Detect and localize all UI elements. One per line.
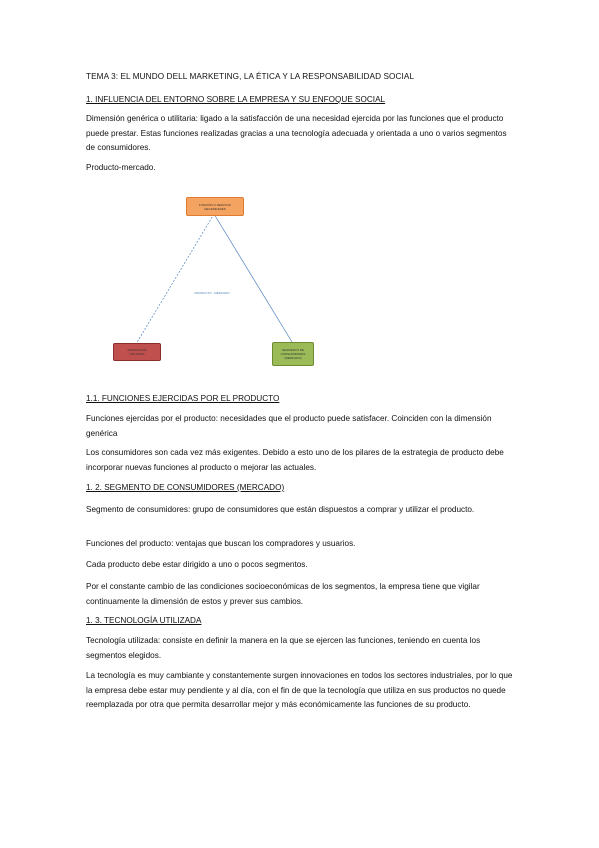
section-1-1-heading: 1.1. FUNCIONES EJERCIDAS POR EL PRODUCTO <box>86 394 280 403</box>
section-1-2-paragraph-1: Segmento de consumidores: grupo de consumidores que están dispuestos a comprar y utilizar el producto. <box>86 505 475 514</box>
section-1-2-paragraph-4: Por el constante cambio de las condiciones socioeconómicas de los segmentos, la empresa tiene que vigilar continuamente la dimensión de estos y prever sus cambios. <box>86 582 480 606</box>
document-title: TEMA 3: EL MUNDO DELL MARKETING, LA ÉTICA Y LA RESPONSABILIDAD SOCIAL <box>86 72 415 81</box>
diagram-line-right <box>214 214 292 342</box>
diagram-top-box: FUNCIÓN O SERVICIO NECESIDADES <box>186 197 244 216</box>
section-1-2-paragraph-2: Funciones del producto: ventajas que buscan los compradores y usuarios. <box>86 539 356 548</box>
section-1-paragraph-2: Producto-mercado. <box>86 163 156 172</box>
diagram-left-box: TECNOLOGÍA UTILIZADA <box>113 343 161 361</box>
product-market-diagram <box>100 192 340 370</box>
section-1-2-heading: 1. 2. SEGMENTO DE CONSUMIDORES (MERCADO) <box>86 483 285 492</box>
diagram-right-box: SEGMENTO DE CONSUMIDORES (MERCADO) <box>272 342 314 366</box>
section-1-3-paragraph-1: Tecnología utilizada: consiste en definir la manera en la que se ejercen las funciones, teniendo en cuenta los segmentos elegidos. <box>86 636 481 660</box>
section-1-1-paragraph-2: Los consumidores son cada vez más exigentes. Debido a esto uno de los pilares de la estrategia de producto debe incorporar nuevas funciones al producto o mejorar las actuales. <box>86 448 504 472</box>
section-1-1-paragraph-1: Funciones ejercidas por el producto: necesidades que el producto puede satisfacer. Coinciden con la dimensión genérica <box>86 414 492 438</box>
diagram-center-label: PRODUCTO - MERCADO <box>194 291 230 295</box>
section-1-3-heading: 1. 3. TECNOLOGÍA UTILIZADA <box>86 616 202 625</box>
section-1-3-paragraph-2: La tecnología es muy cambiante y constantemente surgen innovaciones en todos los sectores industriales, por lo que la empresa debe estar muy pendiente y al día, con el fin de que la tecnología que utiliza en sus productos no quede reemplazada por otra que permita desarrollar mejor y más económicamente las funciones de su producto. <box>86 671 513 710</box>
section-1-heading: 1. INFLUENCIA DEL ENTORNO SOBRE LA EMPRESA Y SU ENFOQUE SOCIAL <box>86 95 386 104</box>
diagram-line-left <box>136 214 214 344</box>
section-1-paragraph-1: Dimensión genérica o utilitaria: ligado a la satisfacción de una necesidad ejercida por las funciones que el producto puede prestar. Estas funciones realizadas gracias a una tecnología adecuada y orientada a uno o varios segmentos de consumidores. <box>86 114 507 153</box>
section-1-2-paragraph-3: Cada producto debe estar dirigido a uno o pocos segmentos. <box>86 560 308 569</box>
